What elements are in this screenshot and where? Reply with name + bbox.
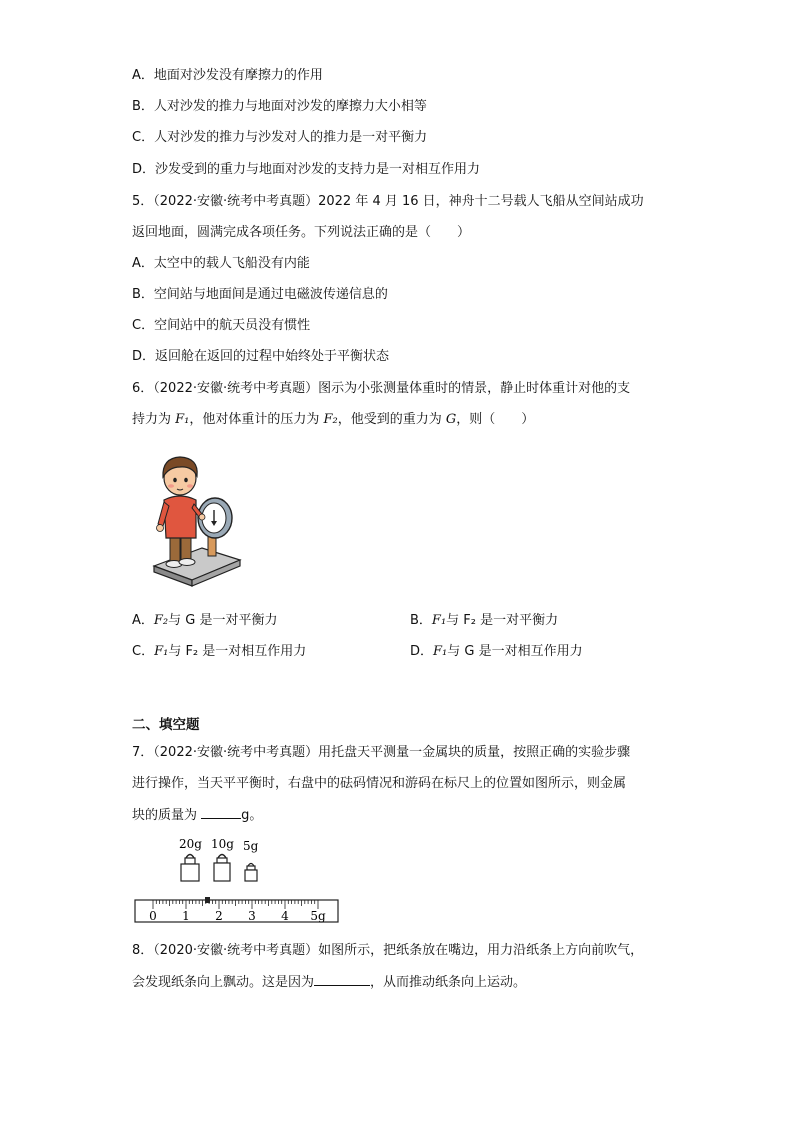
answer-blank[interactable]: [314, 973, 370, 986]
q5-stem-line1: 5．（2022·安徽·统考中考真题）2022 年 4 月 16 日，神舟十二号载人飞船从空间站成功: [132, 194, 644, 209]
scale-tick-label: 3: [248, 909, 256, 923]
q4-option-a: A．地面对沙发没有摩擦力的作用: [132, 68, 323, 83]
scale-tick-label: 1: [182, 909, 190, 923]
rider-marker: [205, 897, 210, 903]
q5-stem-line2: 返回地面，圆满完成各项任务。下列说法正确的是（ ）: [132, 225, 471, 240]
weight-20g: [181, 855, 199, 882]
scale-tick-label: 5g: [310, 909, 326, 923]
rider-scale: [135, 900, 338, 922]
scale-tick-label: 2: [215, 909, 223, 923]
boy-on-scale-illustration: [150, 450, 242, 588]
q4-option-d: D．沙发受到的重力与地面对沙发的支持力是一对相互作用力: [132, 162, 481, 177]
q5-option-b: B．空间站与地面间是通过电磁波传递信息的: [132, 287, 388, 302]
q6-stem-line2: 持力为 F₁，他对体重计的压力为 F₂，他受到的重力为 G，则（ ）: [132, 412, 535, 427]
q8-stem-line2: 会发现纸条向上飘动。这是因为 ，从而推动纸条向上运动。: [132, 975, 527, 990]
q4-option-c: C．人对沙发的推力与沙发对人的推力是一对平衡力: [132, 130, 428, 145]
scale-tick-label: 4: [281, 909, 289, 923]
q5-option-c: C．空间站中的航天员没有惯性: [132, 318, 311, 333]
q6-option-c: C．F₁与 F₂ 是一对相互作用力: [132, 644, 307, 659]
section-heading-fill-in: 二、填空题: [132, 717, 200, 733]
weight-label-20g: 20g: [179, 837, 202, 851]
q6-option-a: A．F₂与 G 是一对平衡力: [132, 613, 278, 628]
balance-weights-figure: [132, 836, 342, 924]
q7-stem-line2: 进行操作，当天平平衡时，右盘中的砝码情况和游码在标尺上的位置如图所示，则金属: [132, 776, 627, 791]
answer-blank[interactable]: [201, 806, 241, 819]
scale-tick-label: 0: [149, 909, 157, 923]
q5-option-a: A．太空中的载人飞船没有内能: [132, 256, 310, 271]
q7-stem-line3: 块的质量为 g。: [132, 808, 263, 823]
q6-option-d: D．F₁与 G 是一对相互作用力: [410, 644, 583, 659]
q4-option-b: B．人对沙发的推力与地面对沙发的摩擦力大小相等: [132, 99, 427, 114]
q8-stem-line1: 8．（2020·安徽·统考中考真题）如图所示，把纸条放在嘴边，用力沿纸条上方向前吹气，: [132, 943, 644, 958]
q7-stem-line1: 7．（2022·安徽·统考中考真题）用托盘天平测量一金属块的质量，按照正确的实验步骤: [132, 745, 631, 760]
q6-option-b: B．F₁与 F₂ 是一对平衡力: [410, 613, 559, 628]
weight-5g: [245, 864, 257, 882]
weight-label-5g: 5g: [243, 839, 259, 853]
q6-stem-line1: 6．（2022·安徽·统考中考真题）图示为小张测量体重时的情景，静止时体重计对他的支: [132, 381, 631, 396]
weight-10g: [214, 855, 230, 882]
weight-label-10g: 10g: [211, 837, 234, 851]
q5-option-d: D．返回舱在返回的过程中始终处于平衡状态: [132, 349, 390, 364]
